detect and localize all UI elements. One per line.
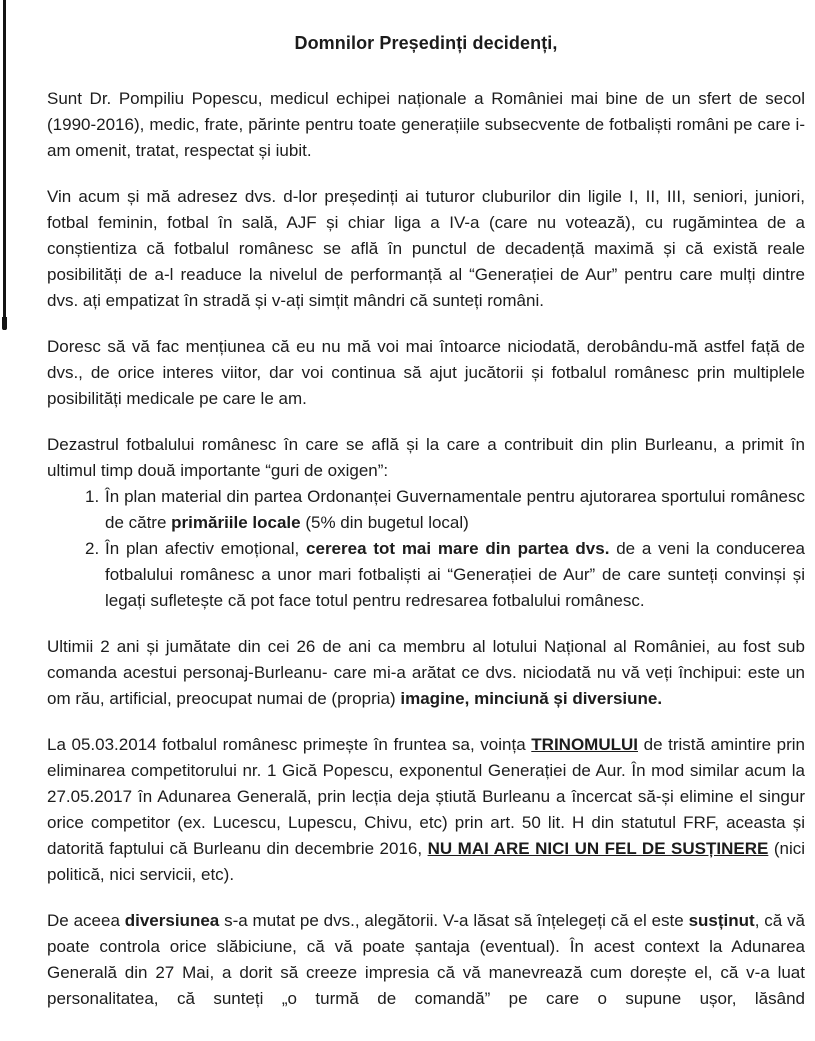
text-run: de tristă amintire prin eliminarea competitorului nr. 1 Gică Popescu, exponentul Generației de Aur. În mod similar acum la 27.05.2017 în Adunarea Generală, prin lecția deja știută Burleanu a încercat să-și elimine el singur orice competitor (ex. Lucescu, Lupescu, Chivu, etc) prin art. 50 lit. H din statutul FRF, aceasta și datorită faptului că Burleanu din decembrie 2016, — [47, 735, 805, 858]
paragraph-dezastru — [47, 432, 805, 484]
text-run: La 05.03.2014 fotbalul românesc primește în fruntea sa, voința — [47, 735, 532, 754]
paragraph-ultimii — [47, 634, 805, 712]
paragraph-intro — [47, 86, 805, 164]
text-run: primăriile locale — [171, 513, 301, 532]
numbered-list — [47, 484, 805, 614]
text-run: Vin acum și mă adresez dvs. d-lor președinți ai tuturor cluburilor din ligile I, II, III, seniori, juniori, fotbal feminin, fotbal în sală, AJF și chiar liga a IV-a (care nu votează), cu rugămintea de a conștientiza că fotbalul românesc se află în punctul de decadență maximă și că există reale posibilități de a-l readuce la nivelul de performanță al “Generației de Aur” pentru care mulți dintre dvs. ați empatizat în stradă și v-ați simțit mândri că sunteți români. — [47, 187, 805, 310]
list-item-1 — [47, 484, 805, 536]
text-run: Ultimii 2 ani și jumătate din cei 26 de ani ca membru al lotului Național al României, au fost sub comanda acestui personaj-Burleanu- care mi-a arătat ce dvs. niciodată nu vă veți închipui: este un om rău, artificial, preocupat numai de (propria) — [47, 637, 805, 708]
list-item-2-text — [105, 539, 805, 610]
text-run: , că vă poate controla orice slăbiciune, că vă poate șantaja (eventual). În acest context la Adunarea Generală din 27 Mai, a dorit să creeze impresia că vă manevrează cum dorește el, că v-a luat personalitatea, că sunteți „o turmă de comandă” pe care o supune ușor, lăsând — [47, 911, 806, 1008]
text-run: Sunt Dr. Pompiliu Popescu, medicul echipei naționale a României mai bine de un sfert de secol (1990-2016), medic, frate, părinte pentru toate generațiile subsecvente de fotbaliști români pe care i-am omenit, tratat, respectat și iubit. — [47, 89, 805, 160]
text-run: susținut — [688, 911, 755, 930]
text-run: imagine, minciună și diversiune. — [400, 689, 663, 708]
text-run: TRINOMULUI — [531, 735, 638, 754]
text-run: (5% din bugetul local) — [300, 513, 469, 532]
list-item-2 — [47, 536, 805, 614]
text-run: În plan afectiv emoțional, — [105, 539, 307, 558]
list-marker-1: 1. — [85, 487, 100, 506]
text-run: diversiunea — [124, 911, 220, 930]
scan-artifact-line — [3, 0, 6, 330]
text-run: Dezastrul fotbalului românesc în care se află și la care a contribuit din plin Burleanu, a primit în ultimul timp două importante “guri de oxigen”: — [47, 435, 805, 480]
text-run: NU MAI ARE NICI UN FEL DE SUSȚINERE — [427, 839, 769, 858]
text-run: cererea tot mai mare din partea dvs. — [306, 539, 610, 558]
paragraph-diversiune — [47, 908, 805, 1012]
paragraph-mention — [47, 334, 805, 412]
paragraph-address — [47, 184, 805, 314]
text-run: În plan material din partea Ordonanței Guvernamentale pentru ajutorarea sportului românesc de către — [105, 487, 805, 532]
document-title: Domnilor Președinți decidenți, — [294, 33, 558, 53]
paragraph-trinom — [47, 732, 805, 888]
text-run: De aceea — [47, 911, 125, 930]
text-run: de a veni la conducerea fotbalului românesc a unor mari fotbaliști ai “Generației de Aur” de care sunteți convinși și legați sufletește că pot face totul pentru redresarea fotbalului românesc. — [105, 539, 805, 610]
text-run: Doresc să vă fac mențiunea că eu nu mă voi mai întoarce niciodată, derobându-mă astfel față de dvs., de orice interes viitor, dar voi continua să ajut jucătorii și fotbalul românesc prin multiplele posibilități medicale pe care le am. — [47, 337, 805, 408]
list-item-1-text — [105, 487, 805, 532]
list-marker-2: 2. — [85, 539, 100, 558]
text-run: s-a mutat pe dvs., alegătorii. V-a lăsat să înțelegeți că el este — [219, 911, 689, 930]
text-run: (nici politică, nici servicii, etc). — [47, 839, 805, 884]
